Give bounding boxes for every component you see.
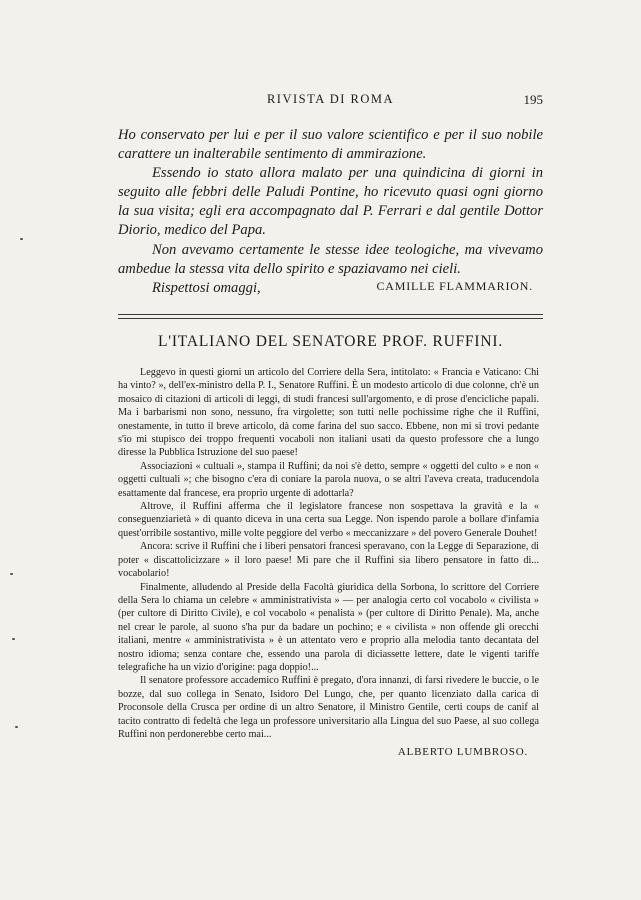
page-number: 195: [523, 92, 543, 107]
page-header: [118, 92, 543, 110]
article-paragraph: Finalmente, alludendo al Preside della Facoltà giuridica della Sorbona, lo scrittore del Corriere della Sera lo chiama un celebre « amministrativista » — per analogia certo col vocabolo « civilista » (per cultore di Diritto Civile), e col vocabolo « penalista » (per cultore di Diritto Penale). Ma, anche nel crear le parole, al suono s'ha pur da badare un pochino; e « civilista » non offende gli orecchi italiani, mentre « amministrativista » è un attentato vero e proprio alla melodia tanto decantata del nostro idioma; senza contare che, essendo una parola di diciassette lettere, date le vigenti tariffe telegrafiche ha un vizio d'origine: paga doppio!...: [118, 581, 539, 673]
letter-paragraph: Essendo io stato allora malato per una quindicina di giorni in seguito alle febbri delle Paludi Pontine, ho ricevuto quasi ogni giorno la sua visita; egli era accompagnato dal P. Ferrari e dal gentile Dottor Diorio, medico del Papa.: [118, 165, 543, 239]
article-paragraph: Il senatore professore accademico Ruffini è pregato, d'ora innanzi, di farsi rivedere le buccie, o le bozze, dal suo collega in Senato, Isidoro Del Lungo, che, per quanto licenziato dalla carica di Proconsole della Crusca per ordine di un altro Senatore, il Ministro Gentile, certi coups de canif al tacito contratto di fedeltà che lega un professore universitario alla Lingua del suo Paese, al suo collega Ruffini non perdonerebbe certo mai...: [118, 675, 539, 740]
article-title: L'ITALIANO DEL SENATORE PROF. RUFFINI.: [157, 333, 504, 350]
section-divider: [118, 314, 543, 315]
article-paragraph: Leggevo in questi giorni un articolo del Corriere della Sera, intitolato: « Francia e Vaticano: Chi ha vinto? », dell'ex-ministro della P. I., Senatore Ruffini. È un modesto articolo di due colonne, ch'è un mosaico di citazioni di articoli di leggi, di studi francesi sull'argomento, e di prose d'encicliche papali. Ma i barbarismi non sono, nessuno, fra virgolette; son tutti nelle pochissime righe che il Ruffini, onestamente, in tutto il breve articolo, dà come farina del suo sacco. Ebbene, non mi si trovi pedante s'io mi stupisco dei troppo frequenti vocaboli non italiani usati da questo professore che a lungo diresse la Pubblica Istruzione del suo paese!: [118, 367, 539, 459]
scan-speck: [15, 726, 18, 728]
article-body: [118, 366, 539, 741]
article-paragraph: Ancora: scrive il Ruffini che i liberi pensatori francesi speravano, con la Legge di Separazione, di poter « discattolicizzare » il loro paese! Mi pare che il Ruffini sia libero pensatore in fatto di... vocabolario!: [118, 541, 539, 580]
section-divider: [118, 318, 543, 319]
letter-paragraph: Non avevamo certamente le stesse idee teologiche, ma vivevamo ambedue la stessa vita dello spirito e spaziavamo nei cieli.: [118, 241, 543, 277]
scan-speck: [20, 238, 23, 240]
letter-paragraph: Ho conservato per lui e per il suo valore scientifico e per il suo nobile carattere un inalterabile sentimento di ammirazione.: [118, 127, 543, 163]
article-author: ALBERTO LUMBROSO.: [397, 746, 528, 758]
scan-speck: [12, 638, 15, 640]
letter-signature: CAMILLE FLAMMARION.: [376, 279, 533, 293]
letter-closing: [118, 126, 543, 298]
letter-greeting: Rispettosi omaggi,: [152, 279, 261, 296]
article-paragraph: Associazioni « cultuali », stampa il Ruffini; da noi s'è detto, sempre « oggetti del culto » e non « oggetti cultuali »; che bisogno c'era di coniare la parola nuova, o se altri l'aveva creata, traducendola esattamente dal francese, era proprio urgente di adottarla?: [118, 460, 539, 499]
scan-speck: [10, 573, 13, 575]
article-paragraph: Altrove, il Ruffini afferma che il legislatore francese non sospettava la gravità e la « conseguenziarietà » di quanto diceva in una certa sua Legge. Non ispendo parole a bollare d'infamia quest'orribile sostantivo, mille volte peggiore del verbo « meccanizzare » del povero Generale Douhet!: [118, 501, 539, 539]
running-title: RIVISTA DI ROMA: [266, 92, 395, 106]
